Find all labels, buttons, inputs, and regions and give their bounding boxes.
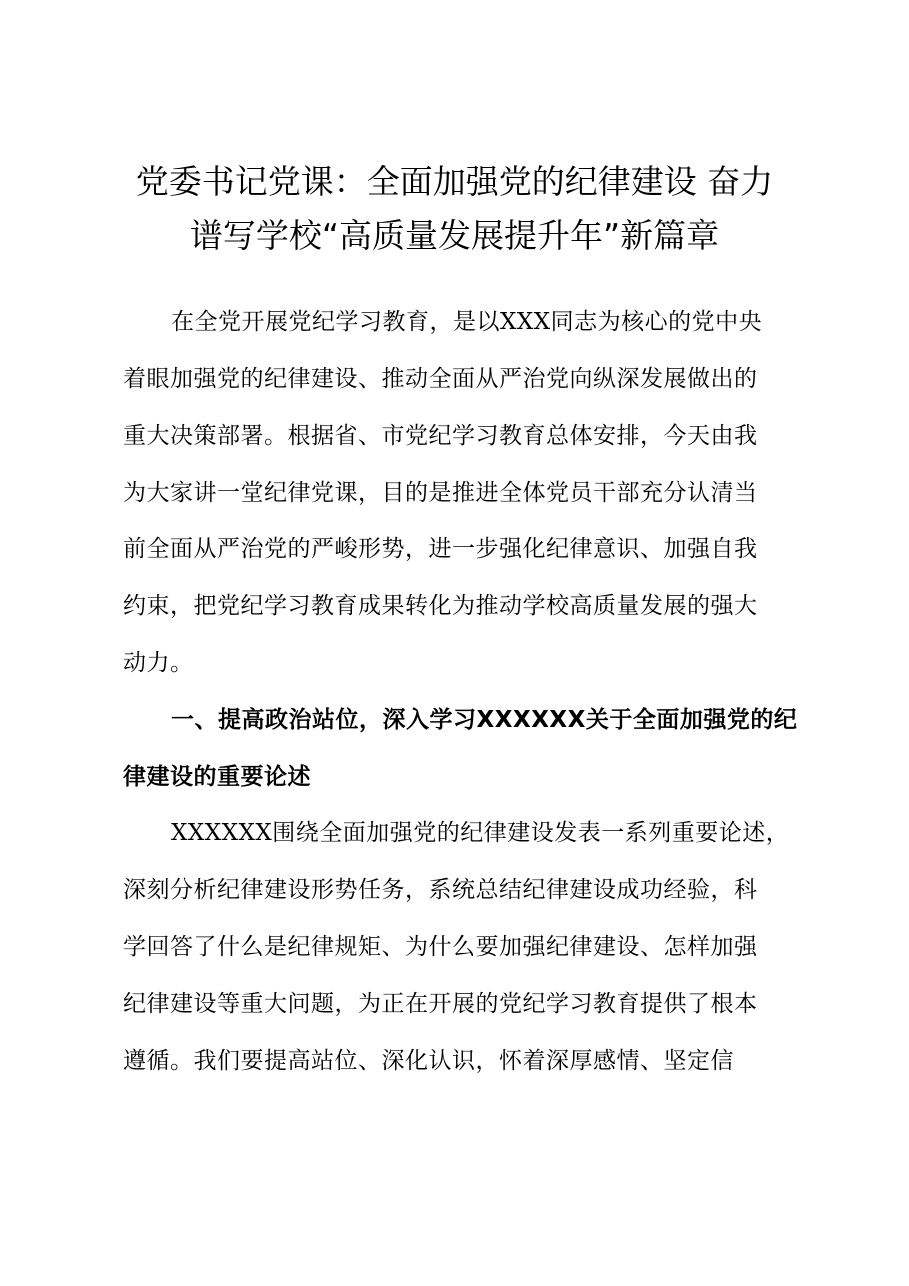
section-1-heading-line-2: 律建设的重要论述: [123, 764, 311, 790]
section-1-heading-line-1: 一、提高政治站位，深入学习XXXXXX关于全面加强党的纪: [171, 707, 798, 733]
paragraph-1-line-5: 前全面从严治党的严峻形势，进一步强化纪律意识、加强自我: [123, 536, 758, 562]
paragraph-1-line-1: 在全党开展党纪学习教育，是以XXX同志为核心的党中央: [171, 309, 763, 335]
paragraph-2-line-2: 深刻分析纪律建设形势任务，系统总结纪律建设成功经验，科: [123, 877, 758, 903]
paragraph-1-line-4: 为大家讲一堂纪律党课，目的是推进全体党员干部充分认清当: [123, 480, 758, 506]
document-title-line-1: 党委书记党课：全面加强党的纪律建设 奋力: [135, 162, 774, 201]
paragraph-1-line-3: 重大决策部署。根据省、市党纪学习教育总体安排，今天由我: [123, 423, 758, 449]
document-title-line-2: 谱写学校“高质量发展提升年”新篇章: [189, 216, 720, 255]
paragraph-1-line-7: 动力。: [123, 650, 194, 676]
paragraph-2-line-4: 纪律建设等重大问题，为正在开展的党纪学习教育提供了根本: [123, 991, 758, 1017]
paragraph-2-line-3: 学回答了什么是纪律规矩、为什么要加强纪律建设、怎样加强: [123, 934, 758, 960]
paragraph-2-line-5: 遵循。我们要提高站位、深化认识，怀着深厚感情、坚定信: [123, 1048, 734, 1074]
paragraph-1-line-6: 约束，把党纪学习教育成果转化为推动学校高质量发展的强大: [123, 593, 758, 619]
paragraph-1-line-2: 着眼加强党的纪律建设、推动全面从严治党向纵深发展做出的: [123, 366, 758, 392]
paragraph-2-line-1: XXXXXX围绕全面加强党的纪律建设发表一系列重要论述，: [171, 820, 790, 846]
